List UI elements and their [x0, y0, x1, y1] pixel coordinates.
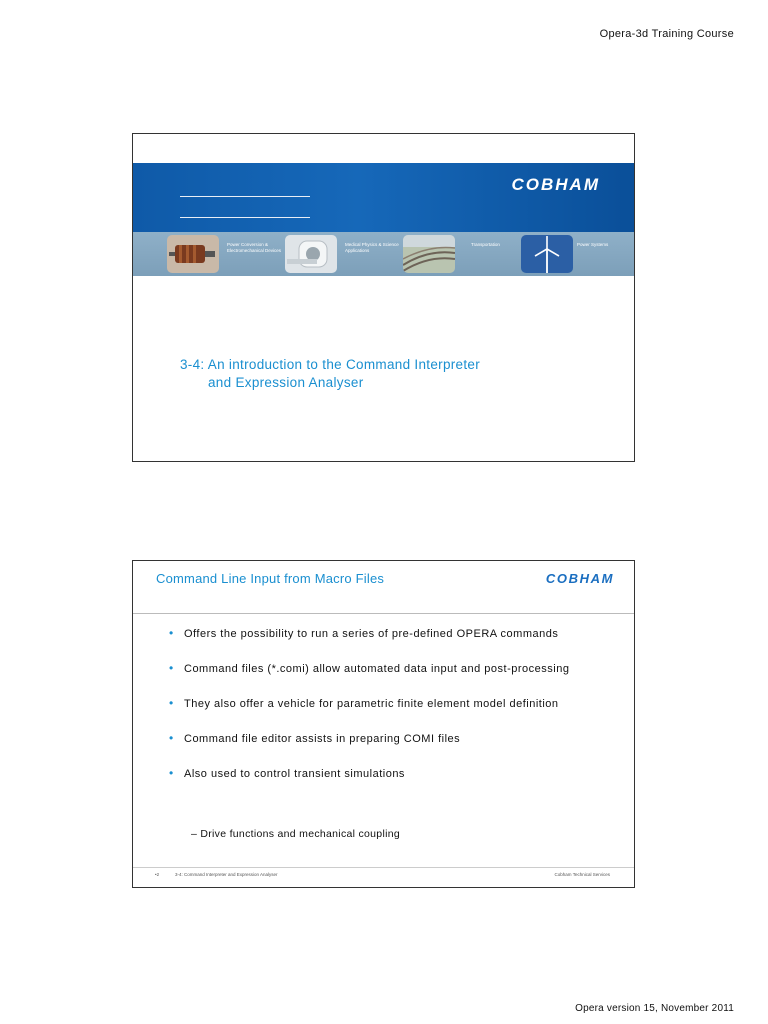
mri-scanner-icon — [285, 235, 337, 273]
cobham-logo: COBHAM — [511, 175, 600, 194]
railway-icon — [403, 235, 455, 273]
banner-line — [180, 196, 310, 197]
bullet-item: • Also used to control transient simulations — [169, 766, 405, 780]
slide-footer-title: 3-4: Command Interpreter and Expression Analyser — [175, 872, 278, 877]
bullet-dot-icon: • — [169, 626, 174, 640]
bullet-item: • Offers the possibility to run a series of pre-defined OPERA commands — [169, 626, 559, 640]
page-header: Opera-3d Training Course — [599, 28, 734, 40]
banner-line — [180, 217, 310, 218]
slide-title-line-1: 3-4: An introduction to the Command Interpreter — [180, 357, 481, 372]
page-footer: Opera version 15, November 2011 — [575, 1003, 734, 1014]
bullet-item: • Command files (*.comi) allow automated data input and post-processing — [169, 661, 570, 675]
bullet-dot-icon: • — [169, 731, 174, 745]
heading-divider — [133, 613, 634, 614]
bullet-item: • They also offer a vehicle for parametric finite element model definition — [169, 696, 559, 710]
title-slide — [132, 133, 635, 462]
wind-turbine-icon — [521, 235, 573, 273]
content-slide — [132, 560, 635, 888]
sub-bullet: – Drive functions and mechanical coupling — [191, 828, 400, 840]
bullet-dot-icon: • — [169, 766, 174, 780]
strip-caption: Medical Physics & Science Applications — [345, 242, 399, 253]
motor-icon — [167, 235, 219, 273]
cobham-logo: COBHAM — [545, 571, 614, 586]
bullet-dot-icon: • — [169, 696, 174, 710]
slide-heading: Command Line Input from Macro Files — [156, 571, 385, 586]
slide-title — [180, 356, 480, 392]
strip-caption: Power Systems — [577, 242, 609, 247]
slide-title-line-2: and Expression Analyser — [208, 375, 364, 390]
footer-divider — [133, 867, 634, 868]
bullet-list — [169, 627, 609, 802]
bullet-item: • Command file editor assists in preparing COMI files — [169, 731, 461, 745]
strip-caption: Power Conversion & Electromechanical Devices — [227, 242, 282, 253]
blue-banner — [133, 163, 634, 232]
slide-footer-company: Cobham Technical Services — [554, 872, 610, 877]
slide-number: •2 — [155, 872, 160, 877]
application-strip — [133, 232, 634, 276]
strip-caption: Transportation — [471, 242, 500, 247]
bullet-dot-icon: • — [169, 661, 174, 675]
